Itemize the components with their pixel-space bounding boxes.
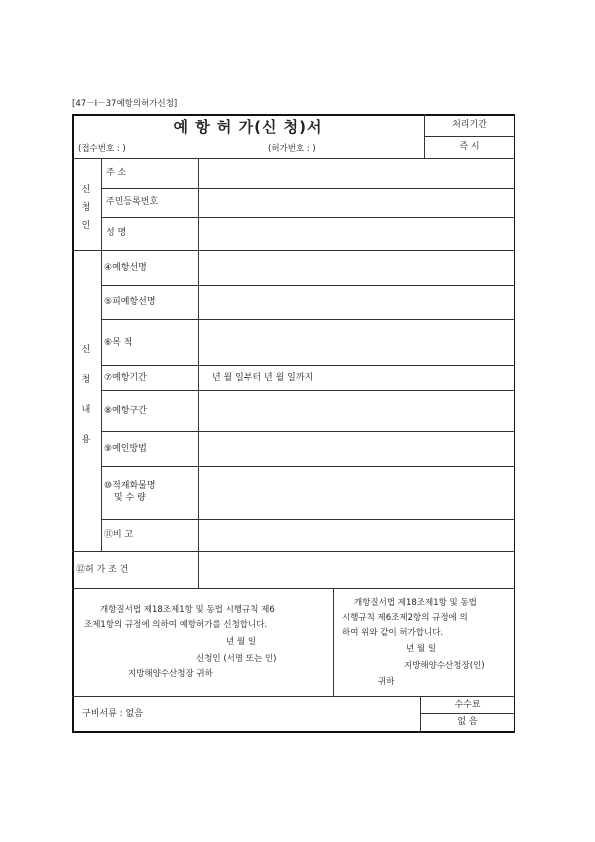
towing-ship-field[interactable] — [200, 252, 512, 284]
period-value[interactable]: 년 월 일부터 년 월 일까지 — [212, 373, 314, 383]
towed-ship-field[interactable] — [200, 287, 512, 318]
row-line — [101, 390, 514, 391]
name-field[interactable] — [200, 219, 512, 249]
period-label: ⑦예항기간 — [104, 373, 147, 383]
permit-text-line3: 하여 위와 같이 허가합니다. — [342, 628, 444, 638]
row-line — [101, 466, 514, 467]
name-label: 성 명 — [106, 228, 127, 238]
applicant-group-label: 신 청 인 — [81, 185, 91, 231]
processing-period-value: 즉 시 — [459, 142, 480, 152]
method-field[interactable] — [200, 433, 512, 465]
row-line — [101, 188, 514, 189]
permit-suffix: 귀하 — [378, 677, 395, 687]
permit-issuer: 지방해양수산청장(인) — [404, 661, 485, 671]
remarks-field[interactable] — [200, 521, 512, 550]
fee-divider — [420, 713, 514, 714]
section-line — [72, 551, 515, 552]
permit-conditions-field[interactable] — [200, 553, 512, 587]
application-recipient: 지방해양수산청장 귀하 — [128, 669, 213, 679]
address-field[interactable] — [200, 160, 512, 187]
method-label: ⑨예인방법 — [104, 444, 147, 454]
form-border-right — [514, 114, 516, 732]
applicant-signature: 신청인 (서명 또는 인) — [196, 654, 277, 664]
cargo-field[interactable] — [200, 468, 512, 518]
receipt-number: (접수번호 : ) — [78, 144, 126, 154]
form-border-left — [72, 114, 74, 732]
header-bottom-line — [72, 158, 515, 159]
header-period-divider — [424, 136, 514, 137]
row-line — [101, 319, 514, 320]
application-date: 년 월 일 — [226, 637, 257, 647]
permit-conditions-label: ⑫허 가 조 건 — [76, 565, 129, 575]
address-label: 주 소 — [106, 168, 127, 178]
fee-value: 없 음 — [457, 717, 478, 727]
form-code: [47－Ⅰ－37예항의허가신청] — [72, 99, 178, 109]
form-border-top — [72, 114, 515, 116]
form-border-bottom — [72, 731, 515, 733]
towed-ship-label: ⑤피예항선명 — [104, 297, 156, 307]
permit-text-line2: 시행규칙 제6조제2항의 규정에 의 — [342, 613, 468, 623]
resident-id-field[interactable] — [200, 190, 512, 216]
row-line — [101, 519, 514, 520]
processing-period-label: 처리기간 — [452, 120, 487, 130]
remarks-label: ⑪비 고 — [104, 530, 134, 540]
form-title: 예 항 허 가(신 청)서 — [173, 118, 323, 136]
permit-text-line1: 개항질서법 제18조제1항 및 동법 — [354, 598, 477, 608]
section-label: ⑧예항구간 — [104, 406, 147, 416]
fee-label: 수수료 — [454, 700, 481, 710]
purpose-field[interactable] — [200, 321, 512, 364]
declaration-divider — [333, 588, 334, 696]
row-line — [101, 431, 514, 432]
row-line — [101, 217, 514, 218]
towing-ship-label: ④예항선명 — [104, 263, 147, 273]
row-line — [101, 365, 514, 366]
row-line — [101, 285, 514, 286]
cargo-label: ⑩적재화물명 — [104, 481, 156, 491]
permit-date: 년 월 일 — [406, 644, 437, 654]
cargo-label-quantity: 및 수 량 — [114, 493, 146, 503]
section-line — [72, 588, 515, 589]
declaration-bottom-line — [72, 696, 515, 697]
permit-number: (허가번호 : ) — [268, 144, 316, 154]
required-documents: 구비서류 : 없음 — [82, 709, 143, 719]
section-field[interactable] — [200, 392, 512, 430]
application-text-line2: 조제1항의 규정에 의하여 예항허가를 신청합니다. — [84, 620, 268, 630]
section-line — [72, 250, 515, 251]
application-text-line1: 개항질서법 제18조제1항 및 동법 시행규칙 제6 — [100, 605, 275, 615]
purpose-label: ⑥목 적 — [104, 338, 133, 348]
content-group-label: 신 청 내 용 — [81, 345, 91, 445]
resident-id-label: 주민등록번호 — [106, 197, 159, 207]
label-column-divider — [198, 158, 199, 588]
